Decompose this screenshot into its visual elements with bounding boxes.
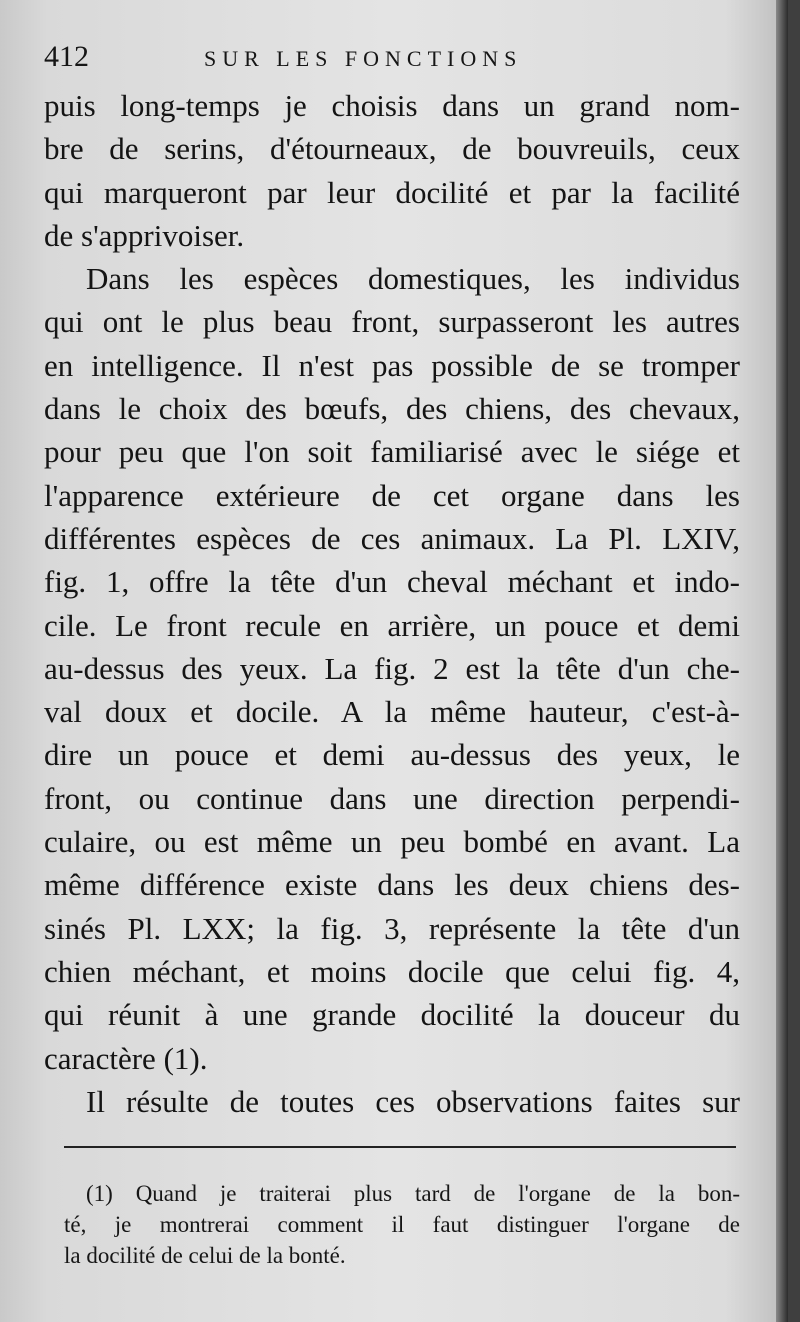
text-line: cile. Le front recule en arrière, un pouce et demi <box>44 607 740 643</box>
text-line: au-dessus des yeux. La fig. 2 est la tête d'un che- <box>44 650 740 686</box>
text-line: chien méchant, et moins docile que celui fig. 4, <box>44 953 740 989</box>
page-number: 412 <box>44 40 89 73</box>
text-line: culaire, ou est même un peu bombé en avant. La <box>44 824 740 860</box>
text-line: fig. 1, offre la tête d'un cheval méchant et indo- <box>44 564 740 600</box>
footnote-line: té, je montrerai comment il faut distinguer l'organe de <box>64 1212 740 1237</box>
text-line: dire un pouce et demi au-dessus des yeux, le <box>44 737 740 773</box>
text-line: dans le choix des bœufs, des chiens, des chevaux, <box>44 391 740 427</box>
running-title: SUR LES FONCTIONS <box>204 46 523 71</box>
footnotes <box>64 1178 740 1271</box>
text-line: différentes espèces de ces animaux. La Pl. LXIV, <box>44 520 740 556</box>
text-line: front, ou continue dans une direction perpendi- <box>44 780 740 816</box>
text-line: même différence existe dans les deux chiens des- <box>44 867 740 903</box>
text-line: val doux et docile. A la même hauteur, c'est-à- <box>44 694 740 730</box>
main-text <box>44 84 740 1123</box>
text-line: qui marqueront par leur docilité et par la facilité <box>44 174 740 210</box>
page-edge-shadow <box>776 0 788 1322</box>
text-line: en intelligence. Il n'est pas possible de se tromper <box>44 347 740 383</box>
text-line: Il résulte de toutes ces observations faites sur <box>86 1083 740 1119</box>
text-line: qui ont le plus beau front, surpasseront les autres <box>44 304 740 340</box>
text-line: l'apparence extérieure de cet organe dans les <box>44 477 740 513</box>
text-line: Dans les espèces domestiques, les individus <box>86 261 740 297</box>
text-line: pour peu que l'on soit familiarisé avec le siége et <box>44 434 740 470</box>
text-line: caractère (1). <box>44 1040 208 1076</box>
text-line: sinés Pl. LXX; la fig. 3, représente la tête d'un <box>44 910 740 946</box>
text-line: bre de serins, d'étourneaux, de bouvreuils, ceux <box>44 131 740 167</box>
text-line: puis long-temps je choisis dans un grand nom- <box>44 88 740 123</box>
text-line: qui réunit à une grande docilité la douceur du <box>44 997 740 1033</box>
footnote-line: la docilité de celui de la bonté. <box>64 1243 346 1268</box>
running-head <box>44 40 744 80</box>
text-line: de s'apprivoiser. <box>44 217 245 253</box>
footnote-line: (1) Quand je traiterai plus tard de l'organe de la bon- <box>86 1181 740 1206</box>
footnote-rule <box>64 1146 736 1148</box>
